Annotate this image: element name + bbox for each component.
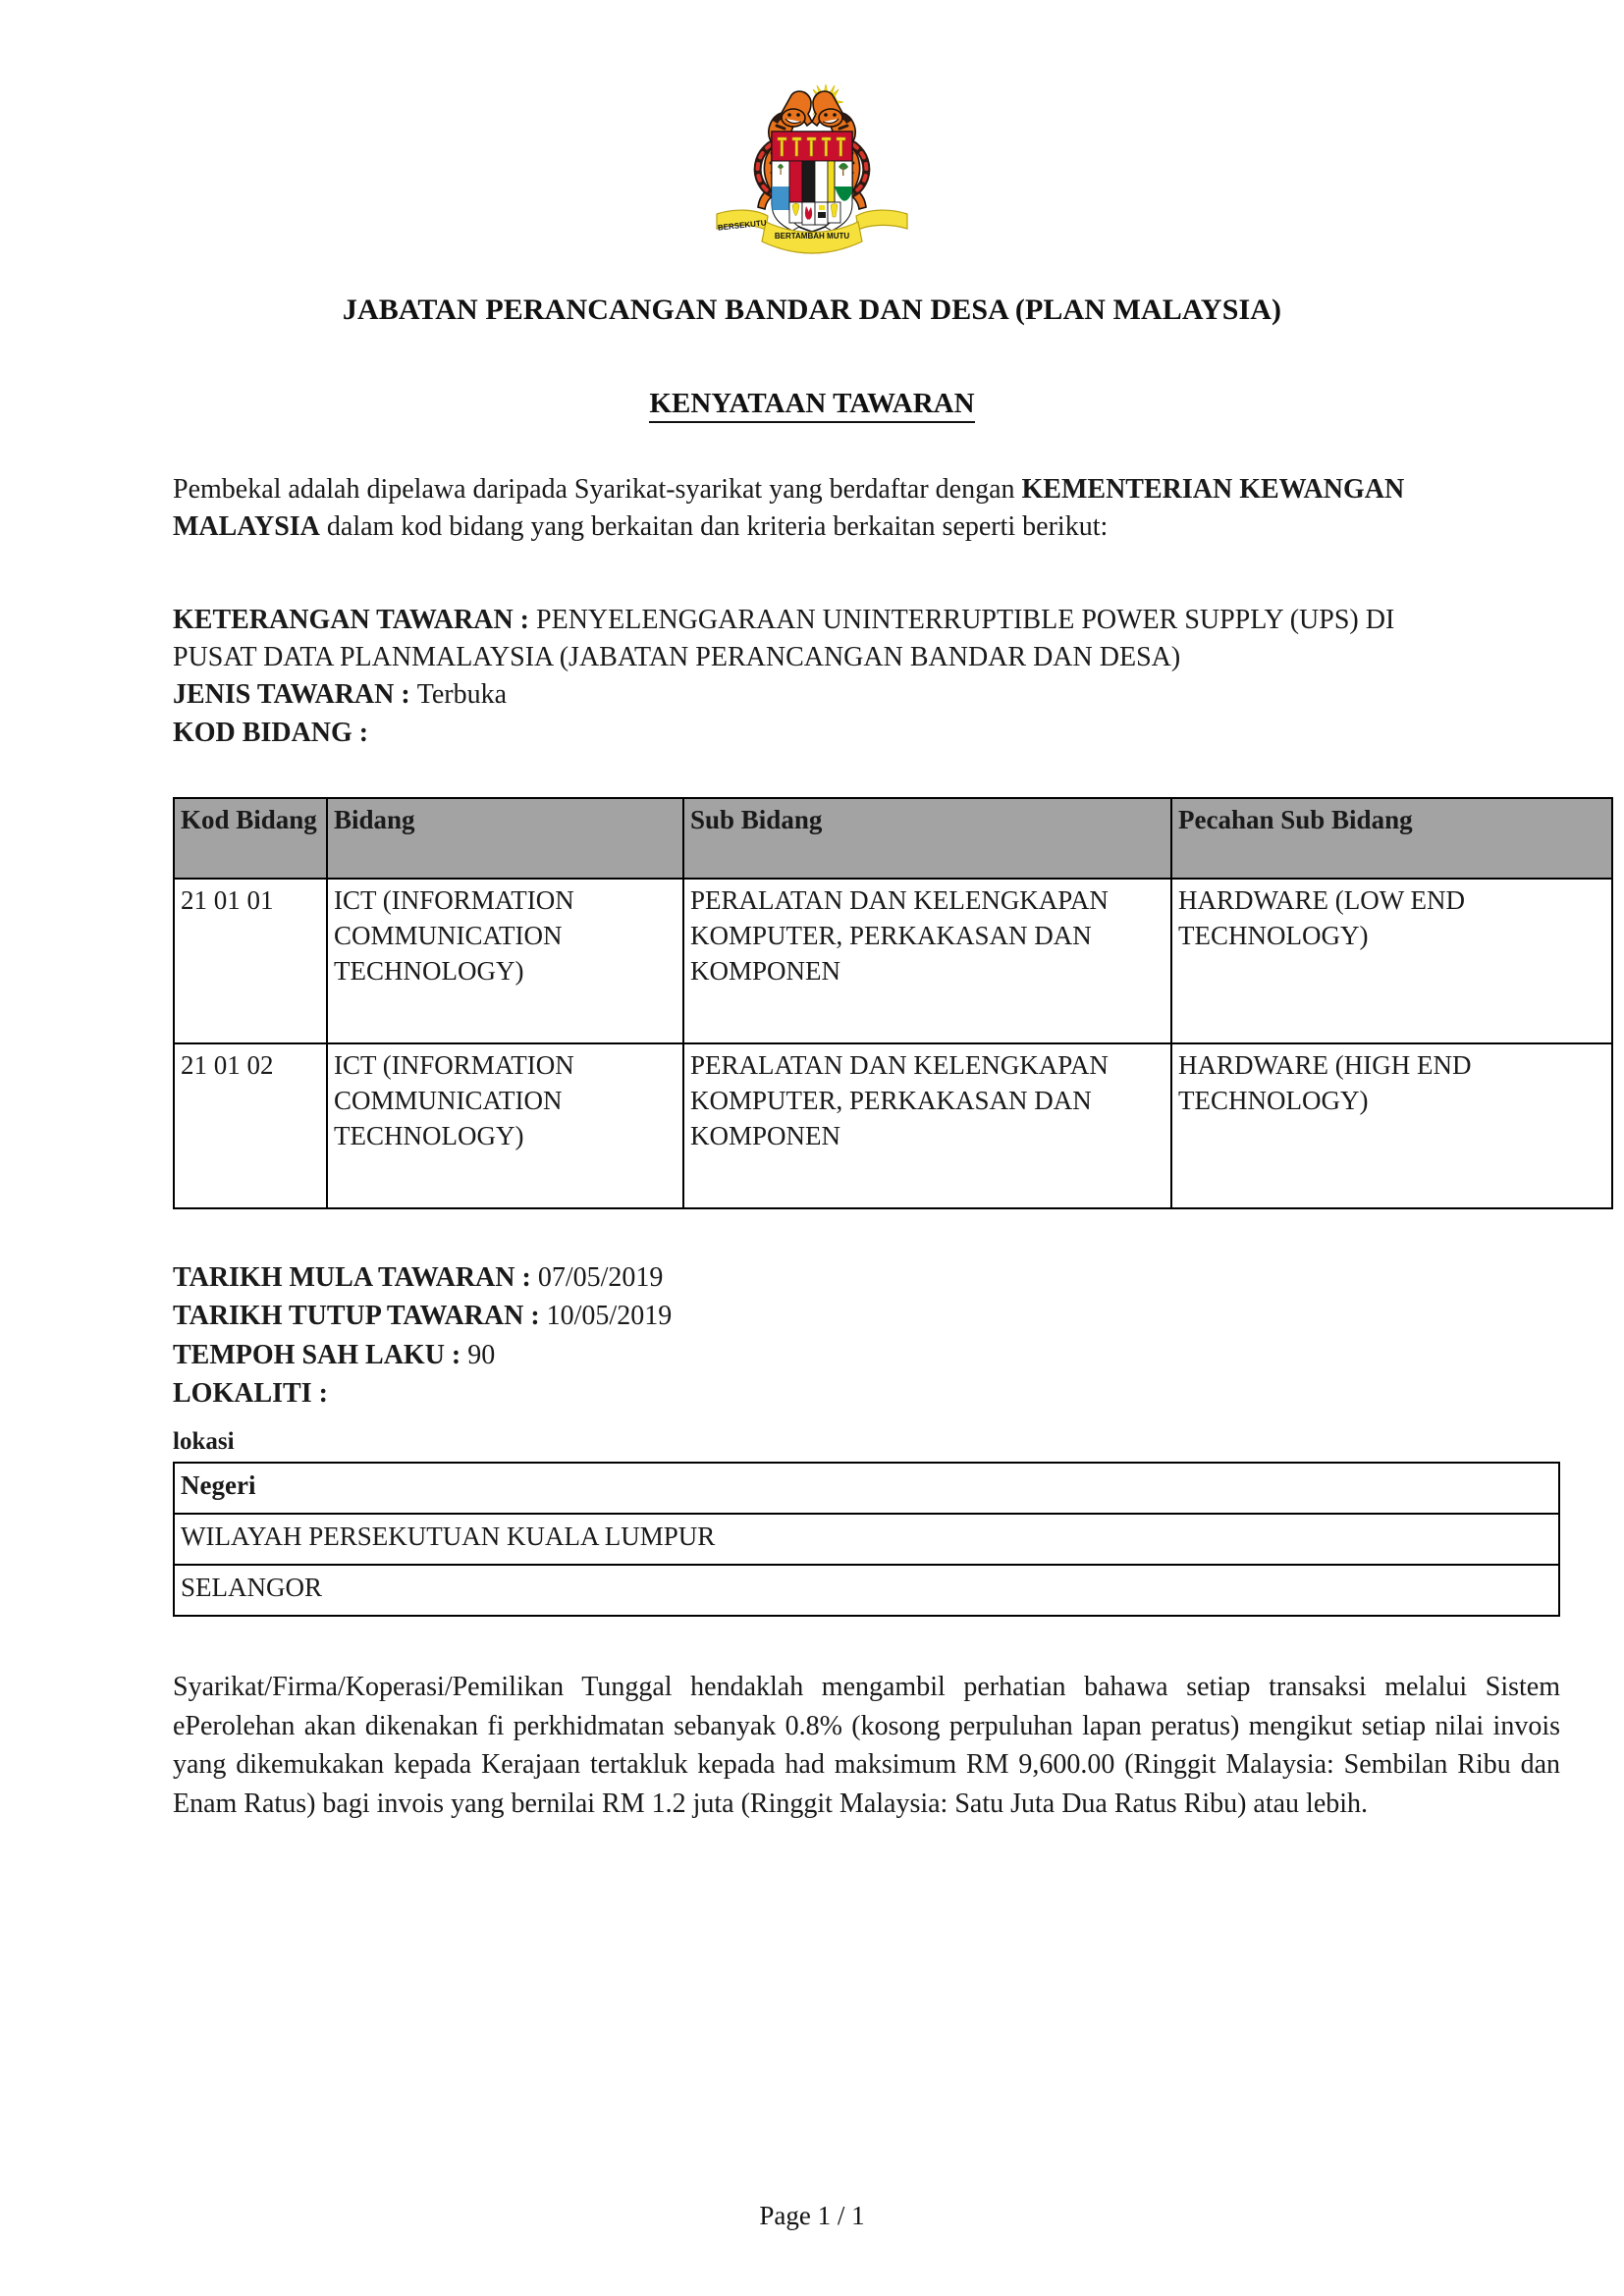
document-title-text: KENYATAAN TAWARAN — [649, 388, 974, 423]
keterangan-tawaran-line — [173, 602, 1457, 677]
kod-bidang-table-body — [174, 879, 1612, 1208]
tempoh-sah-laku-line — [173, 1336, 1457, 1374]
lokaliti-line — [173, 1374, 1457, 1413]
table-header-row — [174, 798, 1612, 879]
intro-part2: dalam kod bidang yang berkaitan dan kriteria berkaitan seperti berikut: — [319, 511, 1109, 543]
intro-bold-ministry: KEMENTERIAN KEWANGAN MALAYSIA — [173, 474, 1405, 543]
table-row — [174, 1043, 1612, 1208]
kod-bidang-table-head — [174, 798, 1612, 879]
page-number-label: Page 1 / 1 — [759, 2201, 865, 2230]
cell-bidang: ICT (INFORMATION COMMUNICATION TECHNOLOGY) — [327, 879, 683, 1043]
cell-pecahan: HARDWARE (HIGH END TECHNOLOGY) — [1171, 1043, 1612, 1208]
cell-negeri: SELANGOR — [174, 1565, 1559, 1616]
tarikh-tutup-line — [173, 1297, 1457, 1335]
kod-bidang-label: KOD BIDANG : — [173, 717, 369, 748]
kod-bidang-line — [173, 715, 1457, 752]
lokasi-caption: lokasi — [173, 1427, 235, 1455]
table-row — [174, 879, 1612, 1043]
svg-text:BERSEKUTU: BERSEKUTU — [717, 218, 767, 233]
tarikh-tutup-value: 10/05/2019 — [546, 1301, 673, 1332]
jenis-tawaran-line — [173, 676, 1457, 714]
col-header-bidang: Bidang — [327, 798, 683, 879]
svg-text:BERTAMBAH MUTU: BERTAMBAH MUTU — [774, 232, 850, 240]
tarikh-mula-value: 07/05/2019 — [537, 1262, 664, 1294]
table-header-row — [174, 1463, 1559, 1514]
table-row — [174, 1514, 1559, 1565]
cell-sub-bidang: PERALATAN DAN KELENGKAPAN KOMPUTER, PERKAKASAN DAN KOMPONEN — [683, 1043, 1171, 1208]
cell-kod: 21 01 02 — [174, 1043, 327, 1208]
tarikh-mula-label: TARIKH MULA TAWARAN : — [173, 1262, 538, 1294]
lokasi-table-body — [174, 1514, 1559, 1616]
kod-bidang-table — [173, 797, 1613, 1209]
tender-fields — [173, 602, 1457, 752]
cell-kod: 21 01 01 — [174, 879, 327, 1043]
cell-pecahan: HARDWARE (LOW END TECHNOLOGY) — [1171, 879, 1612, 1043]
content-area — [167, 471, 1560, 1824]
intro-paragraph — [173, 471, 1457, 547]
page-footer — [0, 2201, 1624, 2231]
dates-block — [173, 1258, 1457, 1413]
department-title: JABATAN PERANCANGAN BANDAR DAN DESA (PLAN MALAYSIA) — [342, 294, 1282, 326]
malaysia-coat-of-arms-icon — [687, 77, 937, 263]
table-row — [174, 1565, 1559, 1616]
col-header-pecahan-sub-bidang: Pecahan Sub Bidang — [1171, 798, 1612, 879]
lokasi-table-head — [174, 1463, 1559, 1514]
jenis-tawaran-value: Terbuka — [416, 679, 508, 711]
lokasi-table — [173, 1462, 1560, 1617]
lokaliti-label: LOKALITI : — [173, 1377, 328, 1409]
cell-sub-bidang: PERALATAN DAN KELENGKAPAN KOMPUTER, PERKAKASAN DAN KOMPONEN — [683, 879, 1171, 1043]
cell-negeri: WILAYAH PERSEKUTUAN KUALA LUMPUR — [174, 1514, 1559, 1565]
col-header-sub-bidang: Sub Bidang — [683, 798, 1171, 879]
document-title — [0, 388, 1624, 420]
keterangan-tawaran-label: KETERANGAN TAWARAN : — [173, 604, 537, 635]
col-header-kod-bidang: Kod Bidang — [174, 798, 327, 879]
tarikh-mula-line — [173, 1258, 1457, 1297]
service-fee-notice: Syarikat/Firma/Koperasi/Pemilikan Tunggal hendaklah mengambil perhatian bahawa setiap transaksi melalui Sistem ePerolehan akan dikenakan fi perkhidmatan sebanyak 0.8% (kosong perpuluhan lapan peratus) mengikut setiap nilai invois yang dikemukakan kepada Kerajaan tertakluk kepada had maksimum RM 9,600.00 (Ringgit Malaysia: Sembilan Ribu dan Enam Ratus) bagi invois yang bernilai RM 1.2 juta (Ringgit Malaysia: Satu Juta Dua Ratus Ribu) atau lebih. — [173, 1671, 1560, 1820]
tarikh-tutup-label: TARIKH TUTUP TAWARAN : — [173, 1301, 547, 1332]
col-header-negeri: Negeri — [174, 1463, 1559, 1514]
jenis-tawaran-label: JENIS TAWARAN : — [173, 679, 417, 711]
cell-bidang: ICT (INFORMATION COMMUNICATION TECHNOLOGY) — [327, 1043, 683, 1208]
intro-part1: Pembekal adalah dipelawa daripada Syarikat-syarikat yang berdaftar dengan — [173, 474, 1022, 505]
tempoh-sah-laku-value: 90 — [467, 1339, 496, 1370]
keterangan-tawaran-value: PENYELENGGARAAN UNINTERRUPTIBLE POWER SUPPLY (UPS) DI PUSAT DATA PLANMALAYSIA (JABATAN PERANCANGAN BANDAR DAN DESA) — [173, 604, 1395, 673]
tempoh-sah-laku-label: TEMPOH SAH LAKU : — [173, 1339, 468, 1370]
coat-of-arms-container — [0, 0, 1624, 268]
